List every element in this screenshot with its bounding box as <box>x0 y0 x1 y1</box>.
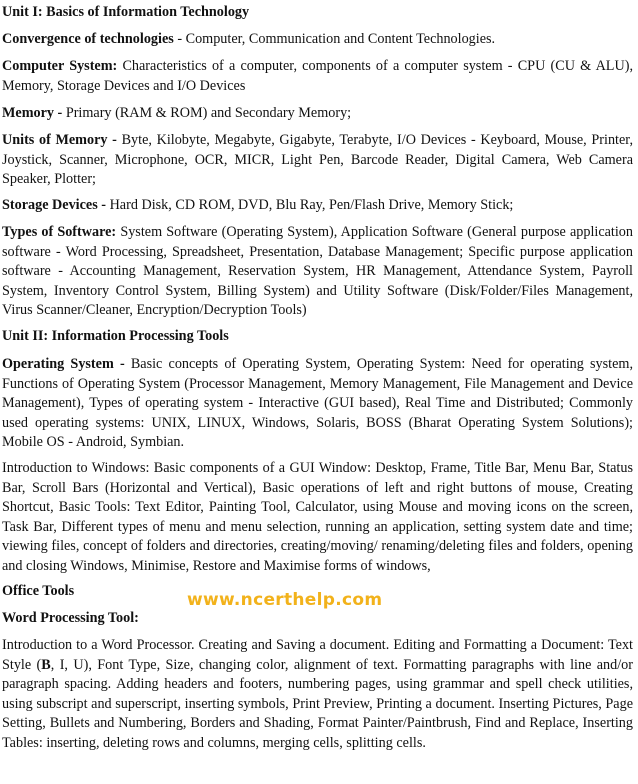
label-storage-devices: Storage Devices - <box>2 197 107 213</box>
label-memory: Memory - <box>2 105 63 121</box>
label-operating-system: Operating System - <box>2 356 125 372</box>
unit-2-heading: Unit II: Information Processing Tools <box>2 328 229 344</box>
paragraph-convergence <box>2 30 633 50</box>
paragraph-operating-system <box>2 355 633 453</box>
text-units-of-memory: Byte, Kilobyte, Megabyte, Gigabyte, Terabyte, I/O Devices - Keyboard, Mouse, Printer, Joystick, Scanner, Microphone, OCR, MICR, Light Pen, Barcode Reader, Digital Camera, Web Camera Speaker, Plotter; <box>2 132 633 187</box>
text-computer-system: Characteristics of a computer, components of a computer system - CPU (CU & ALU), Memory, Storage Devices and I/O Devices <box>2 58 633 94</box>
paragraph-intro-windows: Introduction to Windows: Basic components of a GUI Window: Desktop, Frame, Title Bar, Menu Bar, Status Bar, Scroll Bars (Horizontal and Vertical), Basic operations of left and right buttons of mouse, Creating Shortcut, Basic Tools: Text Editor, Painting Tool, Calculator, using Mouse and moving icons on the screen, Task Bar, Different types of menu and menu selection, running an application, setting system date and time; viewing files, concept of folders and directories, creating/moving/ renaming/deleting files and folders, opening and closing Windows, Minimise, Restore and Maximise forms of windows, <box>2 460 633 574</box>
unit-1-heading: Unit I: Basics of Information Technology <box>2 4 250 20</box>
paragraph-types-of-software <box>2 223 633 321</box>
label-computer-system: Computer System: <box>2 58 118 74</box>
watermark-url: www.ncerthelp.com <box>187 590 383 610</box>
text-storage-devices: Hard Disk, CD ROM, DVD, Blu Ray, Pen/Flash Drive, Memory Stick; <box>106 197 514 213</box>
text-word-processing-1: Introduction to a Word Processor. Creating and Saving a document. Editing and Formatting a Document: Text Style ( <box>2 637 633 673</box>
office-tools-heading: Office Tools <box>2 583 75 599</box>
paragraph-memory <box>2 104 633 124</box>
paragraph-storage-devices <box>2 196 633 216</box>
text-types-of-software: System Software (Operating System), Application Software (General purpose application software - Word Processing, Spreadsheet, Presentation, Database Management; Specific purpose application software - Accounting Management, Reservation System, HR Management, Attendance System, Payroll System, Inventory Control System, Billing System) and Utility Software (Disk/Folder/Files Management, Virus Scanner/Cleaner, Encryption/Decryption Tools) <box>2 224 633 318</box>
word-processing-heading: Word Processing Tool: <box>2 610 139 626</box>
text-word-processing-2: , I, U), Font Type, Size, changing color, alignment of text. Formatting paragraphs with line and/or paragraph spacing. Adding headers and footers, numbering pages, using grammar and spell check utilities, using subscript and superscript, inserting symbols, Print Preview, Printing a document. Inserting Pictures, Page Setting, Bullets and Numbering, Borders and Shading, Format Painter/Paintbrush, Find and Replace, Inserting Tables: inserting, deleting rows and columns, merging cells, splitting cells. <box>2 656 634 751</box>
bold-letter-b: B <box>41 656 51 673</box>
paragraph-word-processing <box>2 636 633 753</box>
label-units-of-memory: Units of Memory - <box>2 132 117 148</box>
text-convergence: - Computer, Communication and Content Technologies. <box>173 31 496 47</box>
paragraph-computer-system <box>2 57 633 96</box>
paragraph-units-of-memory <box>2 131 633 190</box>
text-memory: Primary (RAM & ROM) and Secondary Memory; <box>62 105 352 121</box>
label-types-of-software: Types of Software: <box>2 224 117 240</box>
text-operating-system: Basic concepts of Operating System, Operating System: Need for operating system, Functions of Operating System (Processor Management, Memory Management, File Management and Device Management), Types of operating system - Interactive (GUI based), Real Time and Distributed; Commonly used operating systems: UNIX, LINUX, Windows, Solaris, BOSS (Bharat Operating System Solutions); Mobile OS - Android, Symbian. <box>2 356 633 450</box>
label-convergence: Convergence of technologies <box>2 31 174 47</box>
